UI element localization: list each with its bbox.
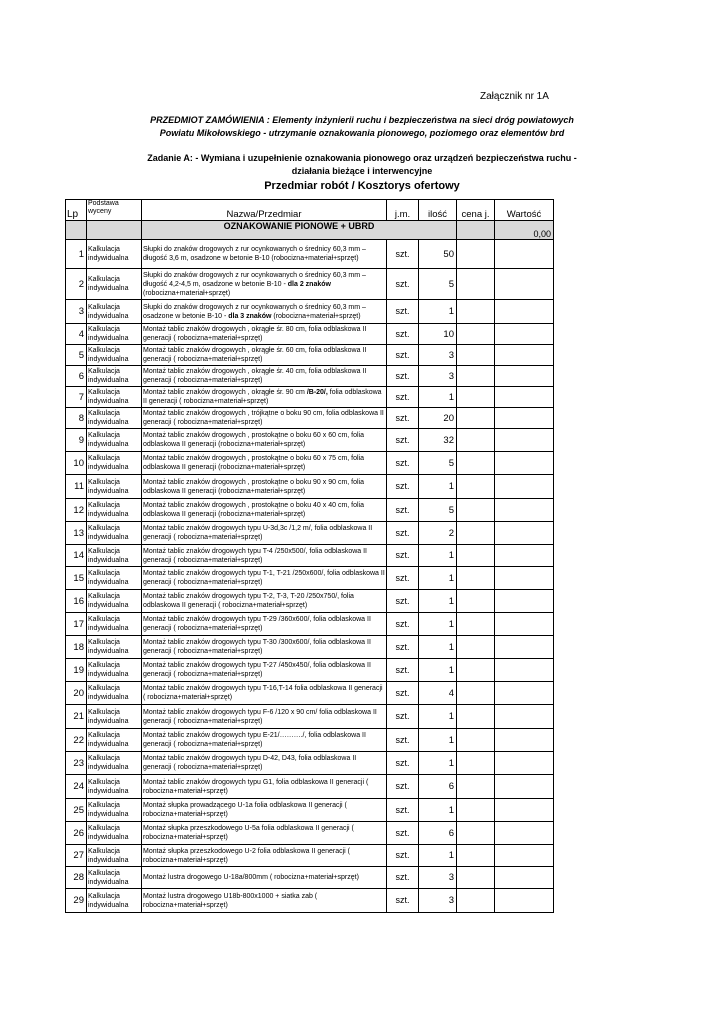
col-header-qty: ilość bbox=[419, 200, 457, 221]
row-unit: szt. bbox=[387, 682, 419, 705]
table-row bbox=[66, 636, 554, 659]
row-qty: 1 bbox=[419, 752, 457, 775]
row-description-text: Montaż tablic znaków drogowych , prostokątne o boku 90 x 90 cm, folia odblaskowa II generacji (robocizna+materiał+sprzęt) bbox=[143, 478, 365, 495]
row-unit: szt. bbox=[387, 408, 419, 429]
row-qty: 6 bbox=[419, 822, 457, 845]
row-description bbox=[142, 752, 387, 775]
row-value bbox=[495, 682, 554, 705]
row-lp: 29 bbox=[66, 889, 87, 913]
row-unit: szt. bbox=[387, 845, 419, 867]
row-basis: Kalkulacja indywidualna bbox=[87, 590, 142, 613]
row-description-text: Montaż tablic znaków drogowych , trójkątne o boku 90 cm, folia odblaskowa II generacji ( robocizna+materiał+sprzęt) bbox=[143, 410, 384, 426]
col-header-price: cena j. bbox=[457, 200, 495, 221]
row-price bbox=[457, 429, 495, 452]
task-line-2: działania bieżące i interwencyjne bbox=[291, 166, 433, 176]
row-unit: szt. bbox=[387, 452, 419, 475]
row-basis: Kalkulacja indywidualna bbox=[87, 300, 142, 324]
row-price bbox=[457, 269, 495, 300]
row-price bbox=[457, 636, 495, 659]
row-lp: 20 bbox=[66, 682, 87, 705]
row-basis: Kalkulacja indywidualna bbox=[87, 822, 142, 845]
row-description-text: Montaż tablic znaków drogowych typu G1, folia odblaskowa II generacji ( robocizna+materiał+sprzęt) bbox=[143, 778, 369, 795]
row-unit: szt. bbox=[387, 475, 419, 499]
row-unit: szt. bbox=[387, 499, 419, 522]
row-basis: Kalkulacja indywidualna bbox=[87, 475, 142, 499]
table-row bbox=[66, 613, 554, 636]
row-value bbox=[495, 324, 554, 345]
row-lp: 15 bbox=[66, 567, 87, 590]
row-value bbox=[495, 705, 554, 729]
row-basis: Kalkulacja indywidualna bbox=[87, 387, 142, 408]
row-qty: 5 bbox=[419, 499, 457, 522]
table-row bbox=[66, 775, 554, 799]
col-header-value: Wartość bbox=[495, 200, 554, 221]
table-row bbox=[66, 867, 554, 889]
row-value bbox=[495, 636, 554, 659]
row-value bbox=[495, 408, 554, 429]
row-description bbox=[142, 659, 387, 682]
table-row bbox=[66, 499, 554, 522]
row-description-text: Montaż tablic znaków drogowych typu T-1, T-21 /250x600/, folia odblaskowa II generacji ( robocizna+materiał+sprzęt) bbox=[143, 570, 385, 586]
table-row bbox=[66, 752, 554, 775]
table-row bbox=[66, 300, 554, 324]
row-qty: 2 bbox=[419, 522, 457, 545]
row-description bbox=[142, 499, 387, 522]
row-qty: 1 bbox=[419, 545, 457, 567]
row-qty: 3 bbox=[419, 867, 457, 889]
row-description-text: Montaż tablic znaków drogowych typu T-30 /300x600/, folia odblaskowa II generacji ( robocizna+materiał+sprzęt) bbox=[143, 639, 371, 655]
row-unit: szt. bbox=[387, 387, 419, 408]
row-description bbox=[142, 452, 387, 475]
row-unit: szt. bbox=[387, 300, 419, 324]
table-row bbox=[66, 240, 554, 269]
table-row bbox=[66, 682, 554, 705]
row-lp: 4 bbox=[66, 324, 87, 345]
section-price-cell bbox=[457, 221, 495, 240]
row-basis: Kalkulacja indywidualna bbox=[87, 867, 142, 889]
row-value bbox=[495, 590, 554, 613]
row-value bbox=[495, 366, 554, 387]
row-description-text: Montaż tablic znaków drogowych , okrągłe śr. 90 cm bbox=[143, 389, 305, 396]
row-value bbox=[495, 475, 554, 499]
row-value bbox=[495, 429, 554, 452]
row-qty: 3 bbox=[419, 366, 457, 387]
table-row bbox=[66, 845, 554, 867]
table-row bbox=[66, 324, 554, 345]
row-basis: Kalkulacja indywidualna bbox=[87, 775, 142, 799]
row-unit: szt. bbox=[387, 705, 419, 729]
row-description-text: Montaż słupka przeszkodowego U-5a folia odblaskowa II generacji ( robocizna+materiał+sprzęt) bbox=[143, 825, 354, 841]
row-description bbox=[142, 429, 387, 452]
row-value bbox=[495, 522, 554, 545]
row-basis: Kalkulacja indywidualna bbox=[87, 659, 142, 682]
table-row bbox=[66, 522, 554, 545]
row-qty: 4 bbox=[419, 682, 457, 705]
row-price bbox=[457, 366, 495, 387]
row-price bbox=[457, 522, 495, 545]
row-unit: szt. bbox=[387, 324, 419, 345]
row-lp: 10 bbox=[66, 452, 87, 475]
row-description-text: Montaż tablic znaków drogowych typu F-6 /120 x 90 cm/ folia odblaskowa II generacji ( robocizna+materiał+sprzęt) bbox=[143, 708, 377, 725]
row-value bbox=[495, 867, 554, 889]
row-unit: szt. bbox=[387, 636, 419, 659]
row-unit: szt. bbox=[387, 522, 419, 545]
row-price bbox=[457, 387, 495, 408]
annex-label: Załącznik nr 1A bbox=[480, 91, 549, 102]
row-lp: 11 bbox=[66, 475, 87, 499]
row-description bbox=[142, 636, 387, 659]
row-description-text: Montaż lustra drogowego U-18a/800mm ( robocizna+materiał+sprzęt) bbox=[143, 874, 359, 881]
table-row bbox=[66, 567, 554, 590]
row-unit: szt. bbox=[387, 822, 419, 845]
table-row bbox=[66, 452, 554, 475]
row-price bbox=[457, 324, 495, 345]
row-lp: 14 bbox=[66, 545, 87, 567]
row-description-text: Słupki do znaków drogowych z rur ocynkowanych o średnicy 60,3 mm – długość 4,2-4,5 m, osadzone w betonie B-10 - bbox=[143, 271, 366, 288]
row-qty: 1 bbox=[419, 659, 457, 682]
row-basis: Kalkulacja indywidualna bbox=[87, 545, 142, 567]
task-line-1: Zadanie A: - Wymiana i uzupełnienie oznakowania pionowego oraz urządzeń bezpieczeństwa ruchu - bbox=[147, 153, 577, 163]
row-qty: 1 bbox=[419, 845, 457, 867]
row-description bbox=[142, 240, 387, 269]
row-value bbox=[495, 729, 554, 752]
row-basis: Kalkulacja indywidualna bbox=[87, 345, 142, 366]
section-row bbox=[66, 221, 554, 240]
row-qty: 1 bbox=[419, 613, 457, 636]
row-price bbox=[457, 799, 495, 822]
row-qty: 1 bbox=[419, 799, 457, 822]
row-description bbox=[142, 775, 387, 799]
row-basis: Kalkulacja indywidualna bbox=[87, 889, 142, 913]
row-description bbox=[142, 799, 387, 822]
row-description-text: Montaż tablic znaków drogowych typu T-16,T-14 folia odblaskowa II generacji ( robocizna+materiał+sprzęt) bbox=[143, 685, 383, 701]
row-value bbox=[495, 300, 554, 324]
row-qty: 1 bbox=[419, 300, 457, 324]
row-basis: Kalkulacja indywidualna bbox=[87, 799, 142, 822]
section-basis-cell bbox=[87, 221, 142, 240]
row-price bbox=[457, 475, 495, 499]
section-title: OZNAKOWANIE PIONOWE + UBRD bbox=[142, 221, 457, 240]
row-qty: 32 bbox=[419, 429, 457, 452]
row-description bbox=[142, 408, 387, 429]
row-basis: Kalkulacja indywidualna bbox=[87, 366, 142, 387]
row-description bbox=[142, 705, 387, 729]
row-value bbox=[495, 240, 554, 269]
section-lp-cell bbox=[66, 221, 87, 240]
row-description bbox=[142, 387, 387, 408]
row-basis: Kalkulacja indywidualna bbox=[87, 845, 142, 867]
row-description-suffix: (robocizna+materiał+sprzęt) bbox=[143, 289, 231, 297]
row-value bbox=[495, 387, 554, 408]
row-description-emphasis: /B-20/, bbox=[306, 389, 328, 396]
row-basis: Kalkulacja indywidualna bbox=[87, 240, 142, 269]
table-row bbox=[66, 729, 554, 752]
row-value bbox=[495, 499, 554, 522]
row-price bbox=[457, 889, 495, 913]
row-lp: 24 bbox=[66, 775, 87, 799]
row-value bbox=[495, 545, 554, 567]
row-lp: 5 bbox=[66, 345, 87, 366]
table-row bbox=[66, 366, 554, 387]
col-header-name: Nazwa/Przedmiar bbox=[142, 200, 387, 221]
row-description-suffix: (robocizna+materiał+sprzęt) bbox=[273, 312, 361, 320]
row-description-text: Słupki do znaków drogowych z rur ocynkowanych o średnicy 60,3 mm – osadzone w betonie B-10 - bbox=[143, 303, 366, 320]
row-qty: 6 bbox=[419, 775, 457, 799]
row-description-text: Montaż tablic znaków drogowych typu E-21/………./, folia odblaskowa II generacji ( robocizna+materiał+sprzęt) bbox=[143, 732, 366, 748]
row-qty: 1 bbox=[419, 636, 457, 659]
row-unit: szt. bbox=[387, 659, 419, 682]
row-description-text: Montaż tablic znaków drogowych typu D-42, D43, folia odblaskowa II generacji ( robocizna+materiał+sprzęt) bbox=[143, 755, 357, 771]
row-description-text: Montaż lustra drogowego U18b-800x1000 + siatka zab ( robocizna+materiał+sprzęt) bbox=[143, 892, 318, 909]
table-row bbox=[66, 345, 554, 366]
row-basis: Kalkulacja indywidualna bbox=[87, 429, 142, 452]
row-unit: szt. bbox=[387, 590, 419, 613]
row-description bbox=[142, 366, 387, 387]
row-lp: 25 bbox=[66, 799, 87, 822]
row-description bbox=[142, 590, 387, 613]
row-description-text: Montaż tablic znaków drogowych typu U-3d,3c /1,2 m/, folia odblaskowa II generacji ( robocizna+materiał+sprzęt) bbox=[143, 525, 373, 541]
col-header-lp: Lp bbox=[66, 200, 87, 221]
row-unit: szt. bbox=[387, 752, 419, 775]
row-value bbox=[495, 659, 554, 682]
row-qty: 3 bbox=[419, 345, 457, 366]
row-description bbox=[142, 867, 387, 889]
row-description bbox=[142, 889, 387, 913]
row-price bbox=[457, 705, 495, 729]
table-row bbox=[66, 429, 554, 452]
row-description-text: Montaż tablic znaków drogowych , okrągłe śr. 80 cm, folia odblaskowa II generacji ( robocizna+materiał+sprzęt) bbox=[143, 326, 367, 342]
row-value bbox=[495, 822, 554, 845]
cost-estimate-table bbox=[65, 199, 554, 913]
section-value: 0,00 bbox=[495, 221, 554, 240]
row-qty: 5 bbox=[419, 269, 457, 300]
row-value bbox=[495, 845, 554, 867]
row-unit: szt. bbox=[387, 345, 419, 366]
row-unit: szt. bbox=[387, 729, 419, 752]
row-price bbox=[457, 659, 495, 682]
row-price bbox=[457, 408, 495, 429]
row-description-text: Montaż słupka prowadzącego U-1a folia odblaskowa II generacji ( robocizna+materiał+sprzęt) bbox=[143, 802, 347, 818]
table-row bbox=[66, 659, 554, 682]
row-description-text: Montaż tablic znaków drogowych , prostokątne o boku 60 x 60 cm, folia odblaskowa II generacji (robocizna+materiał+sprzęt) bbox=[143, 432, 365, 448]
row-description-text: Montaż tablic znaków drogowych typu T-4 /250x500/, folia odblaskowa II generacji ( robocizna+materiał+sprzęt) bbox=[143, 547, 367, 564]
row-lp: 9 bbox=[66, 429, 87, 452]
row-price bbox=[457, 752, 495, 775]
row-basis: Kalkulacja indywidualna bbox=[87, 499, 142, 522]
row-lp: 19 bbox=[66, 659, 87, 682]
row-price bbox=[457, 590, 495, 613]
document-title: Przedmiar robót / Kosztorys ofertowy bbox=[264, 180, 460, 192]
row-lp: 16 bbox=[66, 590, 87, 613]
row-price bbox=[457, 845, 495, 867]
row-description bbox=[142, 613, 387, 636]
row-description bbox=[142, 682, 387, 705]
row-price bbox=[457, 545, 495, 567]
row-price bbox=[457, 682, 495, 705]
row-qty: 1 bbox=[419, 729, 457, 752]
row-unit: szt. bbox=[387, 429, 419, 452]
row-lp: 23 bbox=[66, 752, 87, 775]
row-unit: szt. bbox=[387, 889, 419, 913]
row-description bbox=[142, 729, 387, 752]
row-description-text: Montaż tablic znaków drogowych typu T-2, T-3, T-20 /250x750/, folia odblaskowa II generacji ( robocizna+materiał+sprzęt) bbox=[143, 593, 354, 609]
table-row bbox=[66, 545, 554, 567]
row-description bbox=[142, 545, 387, 567]
row-value bbox=[495, 269, 554, 300]
row-price bbox=[457, 345, 495, 366]
row-unit: szt. bbox=[387, 867, 419, 889]
row-value bbox=[495, 889, 554, 913]
row-description-text: Montaż tablic znaków drogowych , okrągłe śr. 40 cm, folia odblaskowa II generacji ( robocizna+materiał+sprzęt) bbox=[143, 368, 367, 384]
row-description-text: Montaż tablic znaków drogowych typu T-29 /360x600/, folia odblaskowa II generacji ( robocizna+materiał+sprzęt) bbox=[143, 616, 371, 632]
col-header-basis: Podstawa wyceny bbox=[87, 200, 142, 221]
row-unit: szt. bbox=[387, 567, 419, 590]
table-row bbox=[66, 590, 554, 613]
row-basis: Kalkulacja indywidualna bbox=[87, 522, 142, 545]
row-description-text: Montaż tablic znaków drogowych , okrągłe śr. 60 cm, folia odblaskowa II generacji ( robocizna+materiał+sprzęt) bbox=[143, 347, 367, 363]
row-lp: 26 bbox=[66, 822, 87, 845]
row-unit: szt. bbox=[387, 613, 419, 636]
row-description-text: Słupki do znaków drogowych z rur ocynkowanych o średnicy 60,3 mm – długość 3,6 m, osadzone w betonie B-10 (robocizna+materiał+sprzęt) bbox=[143, 246, 366, 262]
row-value bbox=[495, 613, 554, 636]
row-lp: 3 bbox=[66, 300, 87, 324]
row-unit: szt. bbox=[387, 545, 419, 567]
row-lp: 12 bbox=[66, 499, 87, 522]
row-price bbox=[457, 867, 495, 889]
row-basis: Kalkulacja indywidualna bbox=[87, 324, 142, 345]
row-unit: szt. bbox=[387, 269, 419, 300]
row-lp: 2 bbox=[66, 269, 87, 300]
row-lp: 21 bbox=[66, 705, 87, 729]
row-price bbox=[457, 729, 495, 752]
row-basis: Kalkulacja indywidualna bbox=[87, 682, 142, 705]
row-value bbox=[495, 345, 554, 366]
row-description-text: Montaż tablic znaków drogowych , prostokątne o boku 40 x 40 cm, folia odblaskowa II generacji (robocizna+materiał+sprzęt) bbox=[143, 502, 365, 518]
row-description-emphasis: dla 2 znaków bbox=[287, 280, 331, 288]
row-qty: 20 bbox=[419, 408, 457, 429]
row-description-text: Montaż tablic znaków drogowych , prostokątne o boku 60 x 75 cm, folia odblaskowa II generacji (robocizna+materiał+sprzęt) bbox=[143, 455, 365, 471]
row-price bbox=[457, 613, 495, 636]
row-basis: Kalkulacja indywidualna bbox=[87, 752, 142, 775]
row-basis: Kalkulacja indywidualna bbox=[87, 705, 142, 729]
table-row bbox=[66, 822, 554, 845]
row-basis: Kalkulacja indywidualna bbox=[87, 269, 142, 300]
col-header-unit: j.m. bbox=[387, 200, 419, 221]
row-unit: szt. bbox=[387, 240, 419, 269]
row-basis: Kalkulacja indywidualna bbox=[87, 613, 142, 636]
table-row bbox=[66, 475, 554, 499]
row-lp: 22 bbox=[66, 729, 87, 752]
row-price bbox=[457, 300, 495, 324]
order-subject-line-1: PRZEDMIOT ZAMÓWIENIA : Elementy inżynierii ruchu i bezpieczeństwa na sieci dróg powiatowych bbox=[150, 115, 574, 125]
row-value bbox=[495, 775, 554, 799]
row-basis: Kalkulacja indywidualna bbox=[87, 408, 142, 429]
row-qty: 1 bbox=[419, 590, 457, 613]
row-description-suffix: folia odblaskowa II generacji ( robocizna+materiał+sprzęt) bbox=[143, 389, 382, 405]
table-header-row bbox=[66, 200, 554, 221]
row-lp: 6 bbox=[66, 366, 87, 387]
row-lp: 1 bbox=[66, 240, 87, 269]
row-qty: 1 bbox=[419, 475, 457, 499]
row-qty: 1 bbox=[419, 387, 457, 408]
table-row bbox=[66, 387, 554, 408]
row-price bbox=[457, 499, 495, 522]
row-qty: 1 bbox=[419, 705, 457, 729]
row-description bbox=[142, 300, 387, 324]
task-description bbox=[60, 152, 664, 178]
row-lp: 18 bbox=[66, 636, 87, 659]
row-lp: 28 bbox=[66, 867, 87, 889]
row-description bbox=[142, 822, 387, 845]
table-row bbox=[66, 799, 554, 822]
row-description bbox=[142, 324, 387, 345]
table-row bbox=[66, 269, 554, 300]
row-value bbox=[495, 752, 554, 775]
row-description bbox=[142, 475, 387, 499]
row-lp: 27 bbox=[66, 845, 87, 867]
row-price bbox=[457, 775, 495, 799]
row-lp: 17 bbox=[66, 613, 87, 636]
row-lp: 8 bbox=[66, 408, 87, 429]
row-qty: 50 bbox=[419, 240, 457, 269]
table-row bbox=[66, 889, 554, 913]
row-unit: szt. bbox=[387, 799, 419, 822]
row-qty: 1 bbox=[419, 567, 457, 590]
table-row bbox=[66, 705, 554, 729]
row-description-emphasis: dla 3 znaków bbox=[228, 312, 272, 320]
row-qty: 3 bbox=[419, 889, 457, 913]
order-subject-line-2: Powiatu Mikołowskiego - utrzymanie oznakowania pionowego, poziomego oraz elementów brd bbox=[159, 128, 565, 138]
row-value bbox=[495, 567, 554, 590]
row-lp: 13 bbox=[66, 522, 87, 545]
table-row bbox=[66, 408, 554, 429]
row-description bbox=[142, 567, 387, 590]
row-description bbox=[142, 345, 387, 366]
row-price bbox=[457, 240, 495, 269]
row-description-text: Montaż tablic znaków drogowych typu T-27 /450x450/, folia odblaskowa II generacji ( robocizna+materiał+sprzęt) bbox=[143, 662, 371, 678]
order-subject bbox=[60, 114, 664, 140]
row-basis: Kalkulacja indywidualna bbox=[87, 636, 142, 659]
row-price bbox=[457, 567, 495, 590]
row-qty: 5 bbox=[419, 452, 457, 475]
row-description bbox=[142, 522, 387, 545]
row-price bbox=[457, 452, 495, 475]
row-description bbox=[142, 845, 387, 867]
row-basis: Kalkulacja indywidualna bbox=[87, 567, 142, 590]
row-description-text: Montaż słupka przeszkodowego U-2 folia odblaskowa II generacji ( robocizna+materiał+sprzęt) bbox=[143, 847, 350, 864]
row-basis: Kalkulacja indywidualna bbox=[87, 452, 142, 475]
row-unit: szt. bbox=[387, 775, 419, 799]
row-value bbox=[495, 452, 554, 475]
row-lp: 7 bbox=[66, 387, 87, 408]
row-description bbox=[142, 269, 387, 300]
row-basis: Kalkulacja indywidualna bbox=[87, 729, 142, 752]
row-unit: szt. bbox=[387, 366, 419, 387]
row-qty: 10 bbox=[419, 324, 457, 345]
row-price bbox=[457, 822, 495, 845]
row-value bbox=[495, 799, 554, 822]
